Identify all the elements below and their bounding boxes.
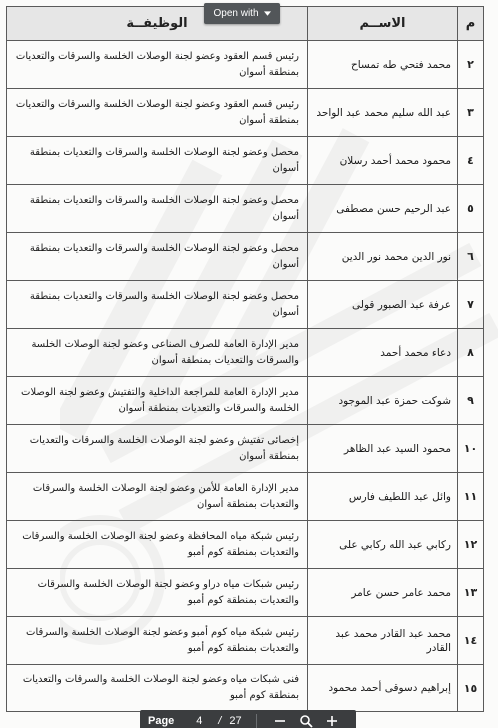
table-row (7, 137, 484, 185)
zoom-out-button[interactable] (267, 711, 293, 728)
row-name: محمد عامر حسن عامر (308, 569, 458, 617)
row-job: رئيس قسم العقود وعضو لجنة الوصلات الخلسة والسرقات والتعديات بمنطقة أسوان (7, 89, 308, 137)
table-row (7, 89, 484, 137)
row-number: ٨ (458, 329, 484, 377)
row-number: ٤ (458, 137, 484, 185)
open-with-label: Open with (213, 8, 259, 19)
row-name: شوكت حمزة عبد الموجود (308, 377, 458, 425)
caret-down-icon (264, 11, 271, 16)
table-row (7, 569, 484, 617)
table-row (7, 473, 484, 521)
row-name: عرفة عبد الصبور قولى (308, 281, 458, 329)
row-job: رئيس شبكات مياه دراو وعضو لجنة الوصلات الخلسة والسرقات والتعديات بمنطقة كوم أمبو (7, 569, 308, 617)
row-job: محصل وعضو لجنة الوصلات الخلسة والسرقات والتعديات بمنطقة أسوان (7, 233, 308, 281)
row-job: محصل وعضو لجنة الوصلات الخلسة والسرقات والتعديات بمنطقة أسوان (7, 281, 308, 329)
row-job: رئيس شبكة مياه كوم أمبو وعضو لجنة الوصلات الخلسة والسرقات والتعديات بمنطقة كوم أمبو (7, 617, 308, 665)
row-job: رئيس شبكة مياه المحافظة وعضو لجنة الوصلات الخلسة والسرقات والتعديات بمنطقة كوم أمبو (7, 521, 308, 569)
table-row (7, 665, 484, 712)
row-name: نور الدين محمد نور الدين (308, 233, 458, 281)
table-row (7, 425, 484, 473)
table-row (7, 233, 484, 281)
row-name: عبد الرحيم حسن مصطفى (308, 185, 458, 233)
row-name: محمود السيد عبد الظاهر (308, 425, 458, 473)
row-number: ١١ (458, 473, 484, 521)
table-row (7, 617, 484, 665)
page-separator: / (218, 715, 222, 727)
row-name: محمد عبد القادر محمد عبد القادر (308, 617, 458, 665)
row-job: مدير الإدارة العامة للصرف الصناعى وعضو لجنة الوصلات الخلسة والسرقات والتعديات بمنطقة أسوان (7, 329, 308, 377)
row-number: ٩ (458, 377, 484, 425)
row-name: عبد الله سليم محمد عبد الواحد (308, 89, 458, 137)
table-row (7, 281, 484, 329)
header-number: م (458, 7, 484, 41)
row-name: إبراهيم دسوقى أحمد محمود (308, 665, 458, 712)
total-pages: 27 (229, 715, 242, 727)
zoom-in-button[interactable] (319, 711, 345, 728)
zoom-button[interactable] (293, 711, 319, 728)
toolbar-divider (256, 714, 257, 728)
page-label: Page (148, 715, 175, 727)
current-page-input[interactable]: 4 (196, 715, 203, 727)
row-job: مدير الإدارة العامة للمراجعة الداخلية والتفتيش وعضو لجنة الوصلات الخلسة والسرقات والتعديات بمنطقة أسوان (7, 377, 308, 425)
table-row (7, 521, 484, 569)
table-row (7, 377, 484, 425)
header-name: الاســم (308, 7, 458, 41)
row-job: محصل وعضو لجنة الوصلات الخلسة والسرقات والتعديات بمنطقة أسوان (7, 185, 308, 233)
row-name: ركابي عبد الله ركابي على (308, 521, 458, 569)
row-name: محمد فتحي طه تمساح (308, 41, 458, 89)
row-job: رئيس قسم العقود وعضو لجنة الوصلات الخلسة والسرقات والتعديات بمنطقة أسوان (7, 41, 308, 89)
row-name: محمود محمد أحمد رسلان (308, 137, 458, 185)
table-row (7, 329, 484, 377)
row-number: ٧ (458, 281, 484, 329)
row-number: ٢ (458, 41, 484, 89)
magnifier-icon (299, 714, 313, 728)
row-number: ١٠ (458, 425, 484, 473)
row-number: ٦ (458, 233, 484, 281)
row-job: محصل وعضو لجنة الوصلات الخلسة والسرقات والتعديات بمنطقة أسوان (7, 137, 308, 185)
row-job: مدير الإدارة العامة للأمن وعضو لجنة الوصلات الخلسة والسرقات والتعديات بمنطقة أسوان (7, 473, 308, 521)
row-number: ٣ (458, 89, 484, 137)
table-row (7, 41, 484, 89)
row-name: دعاء محمد أحمد (308, 329, 458, 377)
header-job: الوظيفــة (7, 7, 308, 41)
row-number: ١٤ (458, 617, 484, 665)
row-job: فنى شبكات مياه وعضو لجنة الوصلات الخلسة والسرقات والتعديات بمنطقة كوم أمبو (7, 665, 308, 712)
minus-icon (273, 714, 287, 728)
page-navigation-bar (140, 710, 356, 728)
row-name: وائل عبد اللطيف فارس (308, 473, 458, 521)
row-number: ١٣ (458, 569, 484, 617)
plus-icon (325, 714, 339, 728)
open-with-button[interactable] (204, 3, 280, 24)
row-number: ١٥ (458, 665, 484, 712)
employees-table (6, 6, 484, 712)
row-number: ١٢ (458, 521, 484, 569)
row-job: إخصائى تفتيش وعضو لجنة الوصلات الخلسة والسرقات والتعديات بمنطقة أسوان (7, 425, 308, 473)
table-row (7, 185, 484, 233)
row-number: ٥ (458, 185, 484, 233)
